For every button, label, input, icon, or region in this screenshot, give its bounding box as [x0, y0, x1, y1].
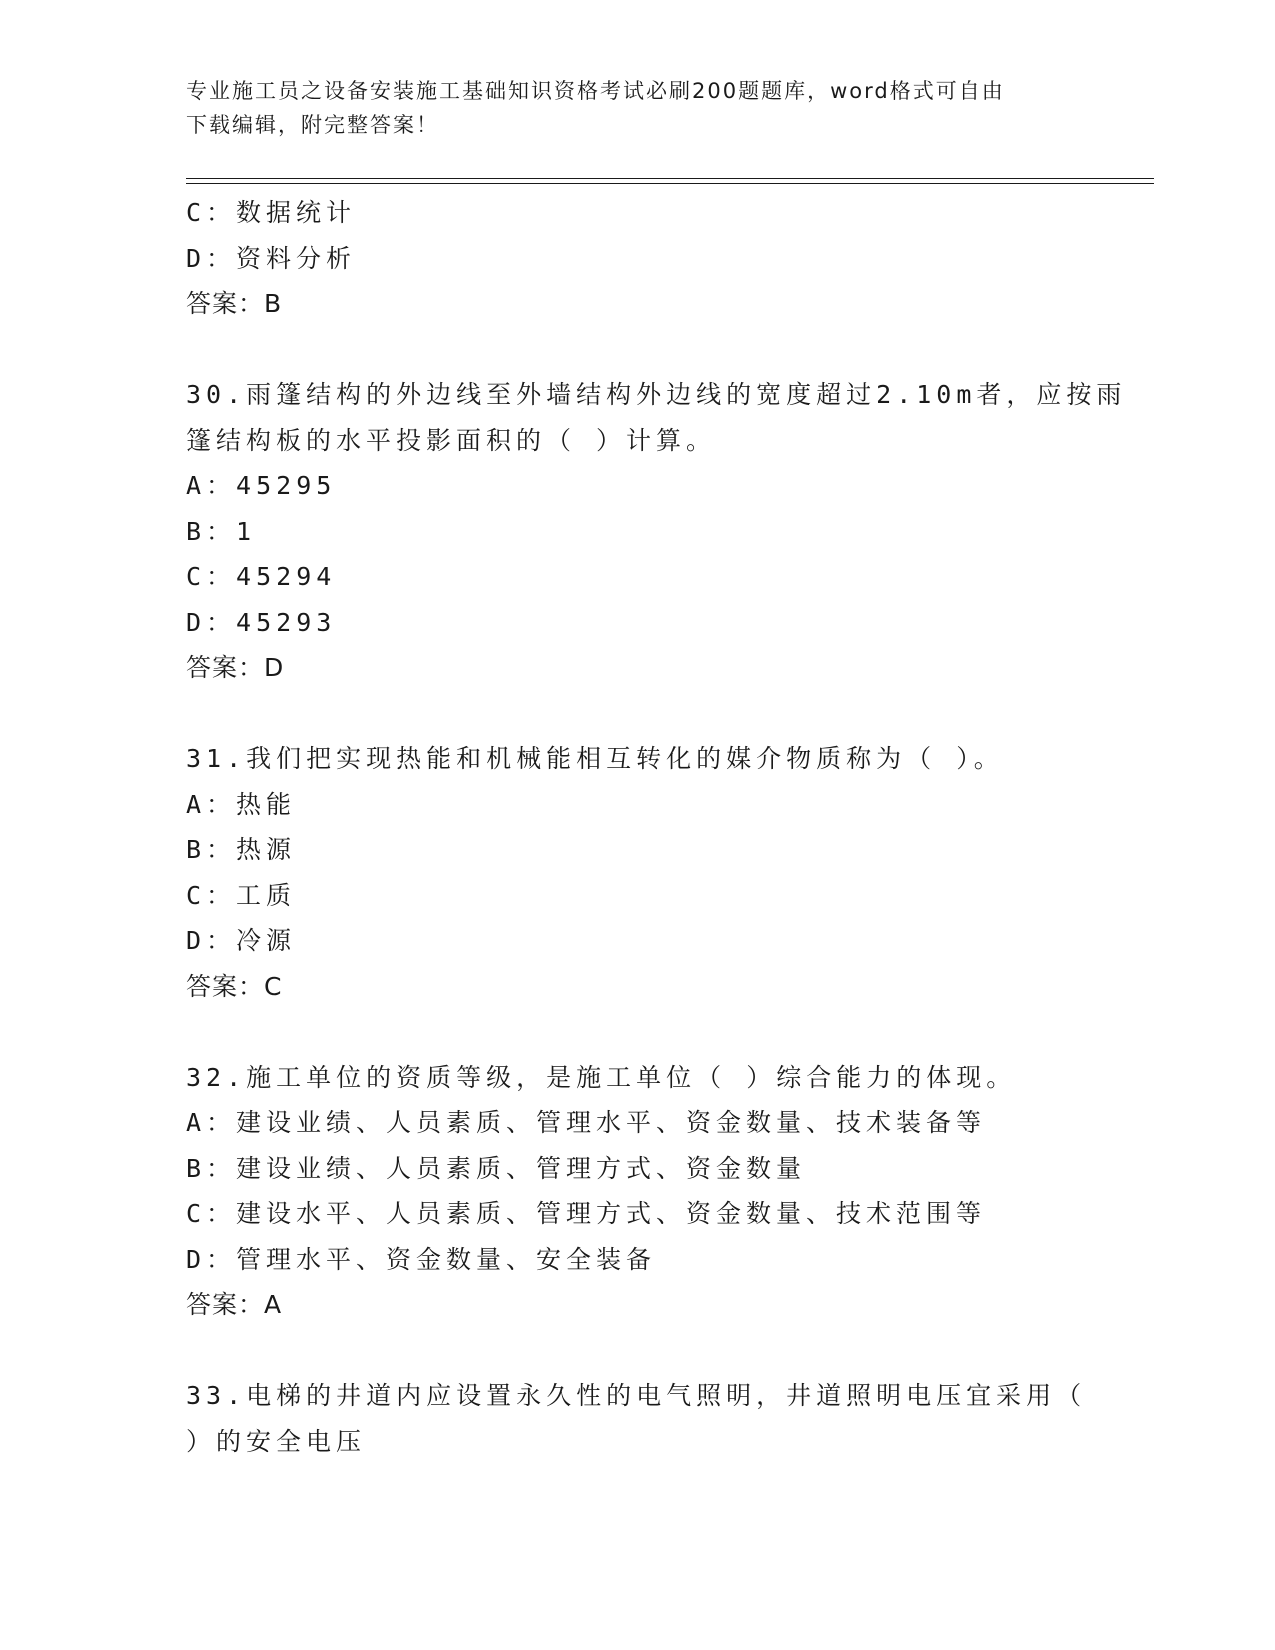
spacer	[186, 1009, 1116, 1055]
header-divider-top	[186, 178, 1154, 179]
answer-label: 答案：B	[186, 289, 283, 318]
question-stem: 33.电梯的井道内应设置永久性的电气照明，井道照明电压宜采用（	[186, 1381, 1087, 1410]
option-c: C：工质	[186, 880, 297, 910]
question-32	[186, 1055, 1116, 1328]
question-30	[186, 372, 1127, 691]
question-stem: 32.施工单位的资质等级，是施工单位（ ）综合能力的体现。	[186, 1062, 1017, 1092]
question-31	[186, 736, 1116, 1009]
document-header	[186, 74, 1086, 142]
option-d: D：资料分析	[186, 243, 357, 273]
question-stem-continued: ）的安全电压	[186, 1426, 367, 1456]
question-stem: 30.雨篷结构的外边线至外墙结构外边线的宽度超过2.10m者，应按雨	[186, 380, 1127, 409]
question-33	[186, 1373, 1116, 1464]
header-divider-bottom	[186, 183, 1154, 184]
answer-label: 答案：D	[186, 653, 285, 682]
header-line-1: 专业施工员之设备安装施工基础知识资格考试必刷200题题库，word格式可自由	[186, 79, 1005, 103]
question-stem: 31.我们把实现热能和机械能相互转化的媒介物质称为（ ）。	[186, 744, 1004, 773]
option-a: A：45295	[186, 471, 337, 500]
option-a: A：热能	[186, 789, 297, 819]
spacer	[186, 327, 1116, 373]
spacer	[186, 1328, 1116, 1374]
option-c: C：数据统计	[186, 198, 357, 227]
option-c: C：建设水平、人员素质、管理方式、资金数量、技术范围等	[186, 1199, 987, 1228]
option-b: B：建设业绩、人员素质、管理方式、资金数量	[186, 1153, 807, 1183]
spacer	[186, 691, 1116, 737]
option-d: D：冷源	[186, 926, 297, 955]
option-b: B：1	[186, 516, 257, 546]
header-line-2: 下载编辑，附完整答案！	[186, 113, 439, 137]
option-d: D：管理水平、资金数量、安全装备	[186, 1244, 657, 1274]
option-c: C：45294	[186, 562, 337, 591]
question-stem-continued: 篷结构板的水平投影面积的（ ）计算。	[186, 425, 717, 455]
option-b: B：热源	[186, 835, 297, 864]
answer-label: 答案：C	[186, 971, 283, 1001]
question-content	[186, 190, 1127, 1464]
option-a: A：建设业绩、人员素质、管理水平、资金数量、技术装备等	[186, 1108, 987, 1137]
option-d: D：45293	[186, 607, 337, 637]
answer-label: 答案：A	[186, 1290, 283, 1319]
